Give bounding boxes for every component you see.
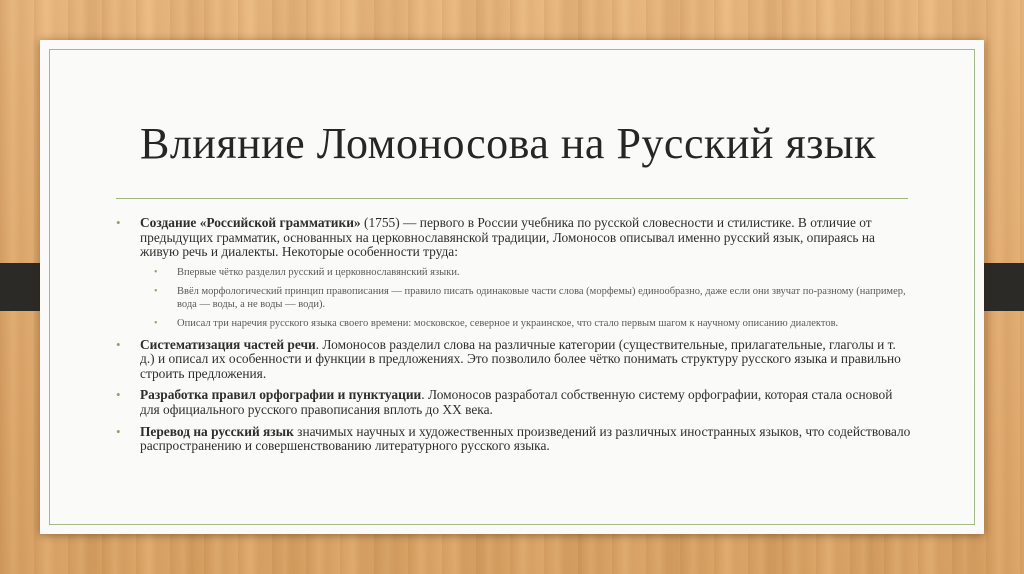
- bullet-icon: •: [116, 336, 121, 352]
- bullet-icon: •: [116, 387, 121, 403]
- item-text: . Ломоносов разработал собственную систему орфографии, которая стала основой для официального русского правописания вплоть до XX века.: [140, 387, 893, 417]
- bullet-icon: •: [116, 423, 121, 439]
- item-text: значимых научных и художественных произведений из различных иностранных языков, что содействовало распространению и совершенствованию литературного русского языка.: [140, 423, 911, 454]
- content-list: [116, 215, 912, 461]
- sub-item-text: Впервые чётко разделил русский и церковнославянский языки.: [177, 266, 460, 278]
- bullet-icon: •: [154, 318, 158, 330]
- list-item-grammar: [116, 215, 912, 331]
- sub-item: [154, 317, 912, 330]
- list-item-translation: [116, 423, 912, 454]
- slide-title: Влияние Ломоносова на Русский язык: [140, 119, 876, 168]
- list-item-orthography: [116, 387, 912, 417]
- item-bold-text: Создание «Российской грамматики»: [140, 215, 361, 230]
- bullet-icon: •: [154, 285, 158, 297]
- list-item-parts-of-speech: [116, 336, 912, 382]
- sub-item: [154, 285, 912, 311]
- item-bold-text: Разработка правил орфографии и пунктуации: [140, 387, 422, 403]
- bullet-icon: •: [154, 266, 158, 278]
- sub-item-text: Описал три наречия русского языка своего времени: московское, северное и украинское, что стало первым шагом к научному описанию диалектов.: [177, 318, 839, 330]
- sub-item-text: Ввёл морфологический принцип правописания — правило писать одинаковые части слова (морфемы) единообразно, даже если они звучат по-разному (например, вода — воды, а не воды — води).: [177, 285, 906, 311]
- item-bold-text: Перевод на русский язык: [140, 423, 294, 439]
- sub-list: [140, 266, 912, 331]
- item-text: . Ломоносов разделил слова на различные категории (существительные, прилагательные, глаголы и т. д.) и описал их особенности и функции в предложениях. Это позволило более чётко понимать структуру русского языка и правильно строить предложения.: [140, 336, 901, 381]
- sub-item: [154, 266, 912, 279]
- title-divider: [116, 198, 908, 199]
- item-text: (1755) — первого в России учебника по русской словесности и стилистике. В отличие от предыдущих грамматик, основанных на церковнославянской традиции, Ломоносов описывал именно русский язык, опираясь на живую речь и диалекты. Некоторые особенности труда:: [140, 215, 875, 260]
- item-bold-text: Систематизация частей речи: [140, 336, 316, 352]
- slide: [40, 40, 984, 534]
- bullet-icon: •: [116, 215, 121, 230]
